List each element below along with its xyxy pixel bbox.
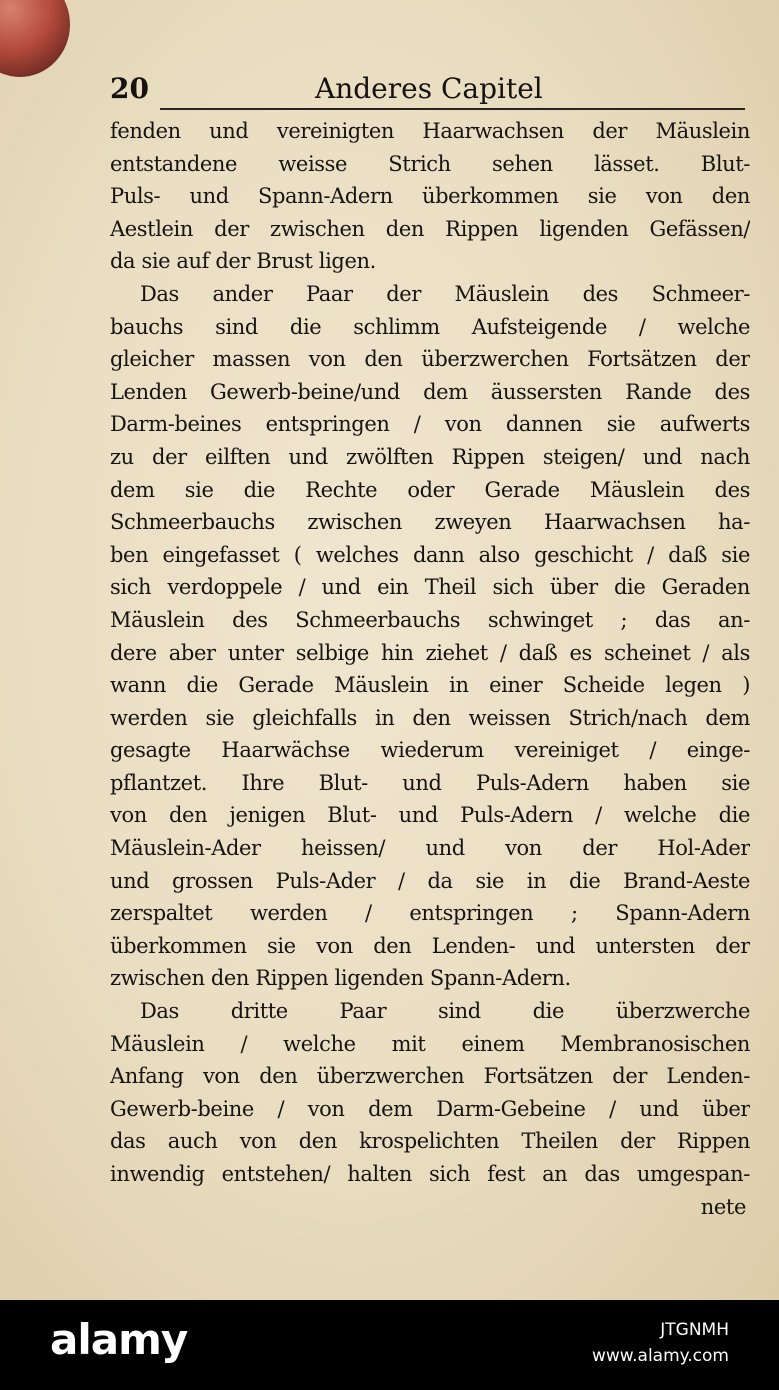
text-line: zu der eilften und zwölften Rippen steigen/ und nach [110,444,750,469]
text-line: überkommen sie von den Lenden- und untersten der [110,933,750,958]
text-line: gesagte Haarwächse wiederum vereiniget / einge- [110,738,750,763]
page-header [110,72,746,112]
image-code: JTGNMH [660,1320,729,1340]
text-line: Lenden Gewerb-beine/und dem äussersten Rande des [110,379,750,404]
text-line: entstandene weisse Strich sehen lässet. Blut- [110,151,750,176]
catchword: nete [700,1194,746,1219]
text-line: von den jenigen Blut- und Puls-Adern / welche die [110,803,750,828]
text-line: gleicher massen von den überzwerchen Fortsätzen der [110,347,750,372]
text-line: Das ander Paar der Mäuslein des Schmeer- [140,281,750,306]
text-line: da sie auf der Brust ligen. [110,249,376,274]
text-line: das auch von den krospelichten Theilen der Rippen [110,1129,750,1154]
header-rule [160,108,745,110]
text-line: Gewerb-beine / von dem Darm-Gebeine / und über [110,1096,750,1121]
alamy-logo: alamy [50,1315,188,1364]
text-line: Schmeerbauchs zwischen zweyen Haarwachsen ha- [110,510,750,535]
page-number: 20 [110,72,149,105]
site-url: www.alamy.com [591,1346,729,1366]
text-line: zerspaltet werden / entspringen ; Spann-Adern [110,901,750,926]
text-line: Mäuslein / welche mit einem Membranosischen [110,1031,750,1056]
text-line: sich verdoppele / und ein Theil sich über die Geraden [110,575,750,600]
text-line: wann die Gerade Mäuslein in einer Scheide legen ) [110,673,750,698]
text-line: bauchs sind die schlimm Aufsteigende / welche [110,314,750,339]
text-line: dere aber unter selbige hin ziehet / daß es scheinet / als [110,640,750,665]
text-line: inwendig entstehen/ halten sich fest an das umgespan- [110,1162,750,1186]
text-line: Das dritte Paar sind die überzwerche [140,999,750,1024]
text-line: Aestlein der zwischen den Rippen ligenden Gefässen/ [110,216,750,241]
text-line: Darm-beines entspringen / von dannen sie aufwerts [110,412,750,437]
text-line: und grossen Puls-Ader / da sie in die Brand-Aeste [110,868,750,893]
text-line: pflantzet. Ihre Blut- und Puls-Adern haben sie [110,770,750,795]
text-line: ben eingefasset ( welches dann also geschicht / daß sie [110,542,750,567]
text-line: Mäuslein-Ader heissen/ und von der Hol-Ader [110,836,750,861]
text-line: zwischen den Rippen ligenden Spann-Adern. [110,966,571,991]
text-line: Puls- und Spann-Adern überkommen sie von den [110,184,750,209]
body-text [110,115,750,1223]
text-line: Anfang von den überzwerchen Fortsätzen der Lenden- [110,1064,750,1089]
text-line: fenden und vereinigten Haarwachsen der Mäuslein [110,119,750,143]
red-seal-mark [0,0,70,77]
text-line: werden sie gleichfalls in den weissen Strich/nach dem [110,705,750,730]
running-title: Anderes Capitel [315,72,543,105]
text-line: dem sie die Rechte oder Gerade Mäuslein des [110,477,750,502]
text-line: Mäuslein des Schmeerbauchs schwinget ; das an- [110,607,750,632]
